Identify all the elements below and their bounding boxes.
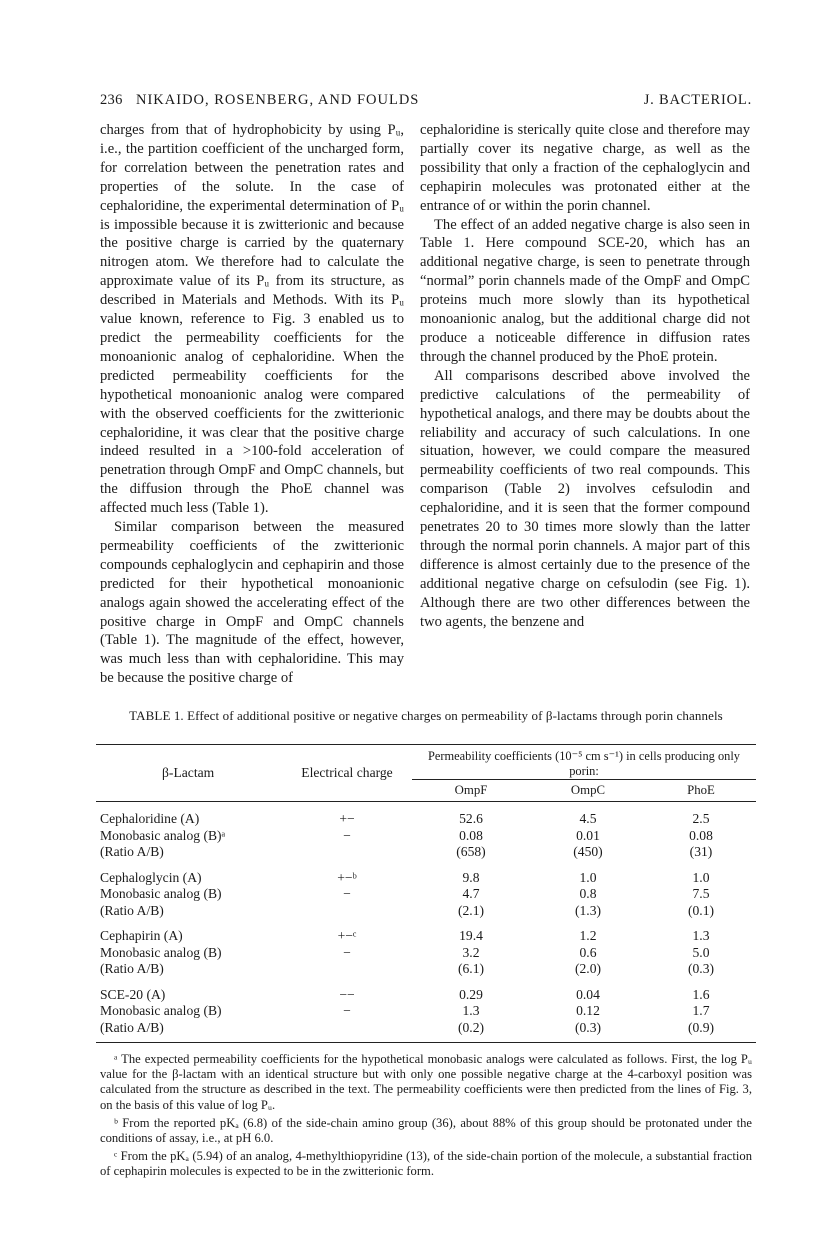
table-row <box>96 802 756 828</box>
paragraph: charges from that of hydrophobicity by using Pᵤ, i.e., the partition coefficient of the uncharged form, for correlation between the penetration rates and properties of the solute. In the case of cephaloridine, the experimental determination of Pᵤ is impossible because it is zwitterionic and because the positive charge is carried by the quaternary nitrogen atom. We therefore had to calculate the approximate value of its Pᵤ from its structure, as described in Materials and Methods. With its Pᵤ value known, reference to Fig. 3 enabled us to predict the permeability coefficients for the monoanionic analog of cephaloridine. When the predicted permeability coefficients for the hypothetical monoanionic analog were compared with the observed coefficients for the zwitterionic cephaloridine, it was clear that the positive charge indeed resulted in a >100-fold acceleration of penetration through OmpF and OmpC channels, but the diffusion through the PhoE channel was affected much less (Table 1). <box>100 122 404 517</box>
table-row <box>96 886 756 903</box>
paragraph: All comparisons described above involved the predictive calculations of the permeability of hypothetical analogs, and there may be doubts about the reliability and accuracy of such calculations. In one situation, however, we could compare the measured permeability coefficients of two real compounds. This comparison (Table 2) involves cefsulodin and cephaloridine, and it is seen that the former compound penetrates 20 to 30 times more slowly than the latter through the normal porin channels. A major part of this difference is almost certainly due to the presence of the additional negative charge on cefsulodin (see Fig. 1). Although there are two other differences between the two agents, the benzene and <box>420 367 750 630</box>
cell-phoe: 5.0 <box>692 944 710 960</box>
row-charge: − <box>343 886 351 901</box>
cell-phoe: (0.3) <box>687 961 715 976</box>
row-label: Monobasic analog (B)ᵃ <box>100 827 226 843</box>
right-column <box>420 121 750 631</box>
table-row <box>96 1020 756 1043</box>
cell-ompf: 3.2 <box>462 944 480 960</box>
paragraph: The effect of an added negative charge is also seen in Table 1. Here compound SCE-20, which has an additional negative charge, is seen to penetrate through “normal” porin channels made of the OmpF and OmpC proteins much more slowly than its hypothetical monoanionic analog, but the additional charge did not produce a noticeable difference in diffusion rates through the channel produced by the PhoE protein. <box>420 216 750 365</box>
footnote-c: ᶜ From the pKₐ (5.94) of an analog, 4-methylthiopyridine (13), of the side-chain portion of the molecule, a substantial fraction of cephapirin molecules is expected to be in the zwitterionic form. <box>100 1149 752 1179</box>
table-footnotes <box>100 1052 752 1183</box>
row-label: (Ratio A/B) <box>100 1019 164 1035</box>
cell-ompf: 19.4 <box>459 928 483 943</box>
page-number: 236 <box>100 92 123 108</box>
cell-ompf: (658) <box>456 844 486 859</box>
row-label: Cephaloglycin (A) <box>100 869 202 885</box>
cell-ompc: 0.6 <box>579 944 597 960</box>
table-row <box>96 828 756 845</box>
row-charge <box>282 844 412 861</box>
row-charge: − <box>343 944 351 960</box>
paragraph: cephaloridine is sterically quite close and therefore may partially cover its negative charge, as well as the possibility that only a fraction of the cephaloglycin and cephapirin molecules was protonated either at the entrance of or within the porin channel. <box>420 122 750 214</box>
header-charge: Electrical charge <box>282 745 412 802</box>
table-row <box>96 861 756 887</box>
row-label: SCE-20 (A) <box>100 986 166 1002</box>
row-charge: +−ᶜ <box>337 928 357 943</box>
table-row <box>96 919 756 945</box>
cell-ompc: 1.2 <box>579 928 597 943</box>
cell-ompf: 9.8 <box>462 869 480 885</box>
cell-ompf: 52.6 <box>459 811 483 826</box>
cell-ompf: 0.08 <box>459 827 483 843</box>
cell-ompf: 1.3 <box>462 1003 480 1018</box>
header-lactam: β-Lactam <box>96 745 282 802</box>
cell-ompc: 4.5 <box>579 811 597 826</box>
cell-ompf: (0.2) <box>457 1019 485 1035</box>
paragraph: Similar comparison between the measured permeability coefficients of the zwitterionic compounds cephaloglycin and cephapirin and those predicted for their hypothetical monoanionic analogs again showed the accelerating effect of the positive charge in OmpF and OmpC channels (Table 1). The magnitude of the effect, however, was much less than with cephaloridine. This may be because the positive charge of <box>100 519 404 687</box>
table-row <box>96 844 756 861</box>
table-row <box>96 961 756 978</box>
cell-phoe: 1.7 <box>692 1003 710 1018</box>
row-label: Monobasic analog (B) <box>100 886 222 901</box>
cell-phoe: 7.5 <box>692 886 710 901</box>
left-column <box>100 121 404 688</box>
cell-phoe: (31) <box>689 844 713 859</box>
row-label: (Ratio A/B) <box>100 844 164 859</box>
header-ompf: OmpF <box>454 783 488 797</box>
cell-phoe: 1.0 <box>692 869 710 885</box>
footnote-a: ᵃ The expected permeability coefficients for the hypothetical monobasic analogs were calculated as follows. First, the log Pᵤ value for the β-lactam with an identical structure but with only one possible negative charge at the 4-carboxyl position was calculated from the structure as described in the text. The permeability coefficients were then predicted from the lines of Fig. 3, on the basis of this value of log Pᵤ. <box>100 1052 752 1112</box>
cell-ompf: (6.1) <box>457 961 485 976</box>
cell-phoe: (0.1) <box>687 902 715 918</box>
running-header <box>100 92 752 114</box>
row-label: Cephaloridine (A) <box>100 811 200 826</box>
cell-phoe: 0.08 <box>689 827 713 843</box>
row-charge <box>282 1020 412 1043</box>
header-ompc: OmpC <box>570 783 606 797</box>
row-charge: −− <box>339 986 355 1002</box>
row-label: (Ratio A/B) <box>100 961 164 976</box>
table-row <box>96 1003 756 1020</box>
journal-name: J. BACTERIOL. <box>643 92 752 108</box>
cell-phoe: 2.5 <box>692 811 710 826</box>
row-charge: − <box>343 1003 351 1018</box>
cell-ompf: (2.1) <box>457 902 485 918</box>
table-row <box>96 978 756 1004</box>
row-label: Cephapirin (A) <box>100 928 183 943</box>
permeability-table <box>96 744 756 1043</box>
cell-ompc: 0.01 <box>576 827 600 843</box>
table-caption: TABLE 1. Effect of additional positive or negative charges on permeability of β-lactams through porin channels <box>129 708 723 723</box>
row-label: Monobasic analog (B) <box>100 1003 222 1018</box>
header-permeability: Permeability coefficients (10⁻⁵ cm s⁻¹) in cells producing only porin: <box>412 745 756 780</box>
cell-ompc: (450) <box>573 844 603 859</box>
row-label: (Ratio A/B) <box>100 902 164 918</box>
table-1 <box>96 744 756 1043</box>
header-phoe: PhoE <box>687 783 715 797</box>
row-charge: +− <box>339 811 355 826</box>
cell-ompf: 4.7 <box>462 886 480 901</box>
table-row <box>96 945 756 962</box>
cell-ompc: (0.3) <box>574 1019 602 1035</box>
cell-ompc: 0.04 <box>576 986 600 1002</box>
row-label: Monobasic analog (B) <box>100 944 222 960</box>
cell-ompc: 0.8 <box>579 886 597 901</box>
cell-ompc: (2.0) <box>574 961 602 976</box>
cell-ompc: (1.3) <box>574 902 602 918</box>
cell-ompf: 0.29 <box>459 986 483 1002</box>
footnote-b: ᵇ From the reported pKₐ (6.8) of the side-chain amino group (36), about 88% of this group should be protonated under the conditions of assay, i.e., at pH 6.0. <box>100 1115 752 1146</box>
row-charge <box>282 961 412 978</box>
cell-phoe: 1.3 <box>692 928 710 943</box>
cell-phoe: 1.6 <box>692 986 710 1002</box>
table-body <box>96 802 756 1043</box>
cell-phoe: (0.9) <box>687 1019 715 1035</box>
row-charge: − <box>343 827 351 843</box>
row-charge: +−ᵇ <box>337 869 357 885</box>
cell-ompc: 1.0 <box>579 869 597 885</box>
row-charge <box>282 903 412 920</box>
cell-ompc: 0.12 <box>576 1003 600 1018</box>
running-authors: NIKAIDO, ROSENBERG, AND FOULDS <box>136 92 420 108</box>
table-row <box>96 903 756 920</box>
